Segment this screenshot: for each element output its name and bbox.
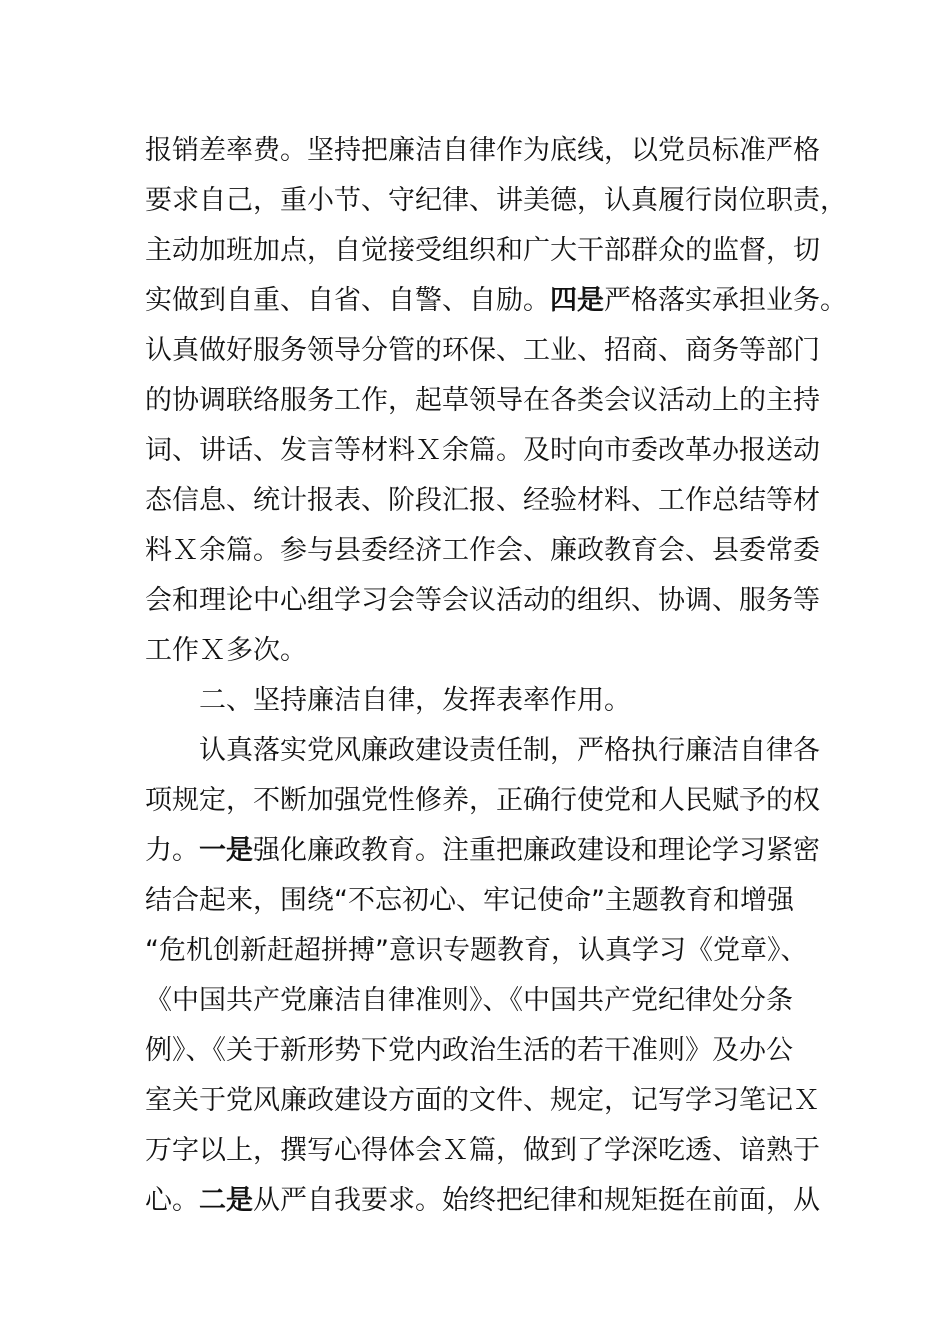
text-line [145,976,825,1026]
text-run: 严格落实承担业务。 [604,285,847,316]
text-line [145,276,847,326]
text-run: 态信息、统计报表、阶段汇报、经验材料、工作总结等材 [145,485,820,516]
text-run: 心。 [145,1185,199,1216]
text-run: 力。 [145,835,199,866]
text-line [145,226,825,276]
text-run: 结合起来，围绕“不忘初心、牢记使命”主题教育和增强 [145,885,794,916]
text-run: 《中国共产党廉洁自律准则》、《中国共产党纪律处分条 [145,985,793,1016]
text-line [145,726,825,776]
text-run: 项规定，不断加强党性修养，正确行使党和人民赋予的权 [145,785,820,816]
text-line [145,376,825,426]
text-run: 词、讲话、发言等材料Ｘ余篇。及时向市委改革办报送动 [145,435,820,466]
text-line [145,676,825,726]
text-line [145,426,825,476]
document-body [145,126,847,1226]
text-run: 二、坚持廉洁自律，发挥表率作用。 [199,685,631,716]
text-line [145,876,825,926]
text-run: 例》、《关于新形势下党内政治生活的若干准则》及办公 [145,1035,793,1066]
text-line [145,1026,825,1076]
bold-lead-phrase: 二是 [199,1185,253,1216]
text-line [145,1126,825,1176]
text-line [145,926,825,976]
text-line [145,626,825,676]
text-line [145,326,825,376]
text-line [145,826,825,876]
bold-lead-phrase: 一是 [199,835,253,866]
text-run: 实做到自重、自省、自警、自励。 [145,285,550,316]
text-run: 要求自己，重小节、守纪律、讲美德，认真履行岗位职责， [145,185,847,216]
text-run: 料Ｘ余篇。参与县委经济工作会、廉政教育会、县委常委 [145,535,820,566]
text-run: 从严自我要求。始终把纪律和规矩挺在前面，从 [253,1185,820,1216]
text-line [145,1076,825,1126]
text-run: 的协调联络服务工作，起草领导在各类会议活动上的主持 [145,385,820,416]
text-line [145,576,825,626]
text-run: 认真落实党风廉政建设责任制，严格执行廉洁自律各 [199,735,820,766]
text-run: 会和理论中心组学习会等会议活动的组织、协调、服务等 [145,585,820,616]
text-run: 工作Ｘ多次。 [145,635,307,666]
text-run: 室关于党风廉政建设方面的文件、规定，记写学习笔记Ｘ [145,1085,820,1116]
text-run: 万字以上，撰写心得体会Ｘ篇，做到了学深吃透、谙熟于 [145,1135,820,1166]
text-line [145,476,825,526]
text-line [145,126,825,176]
text-line [145,176,847,226]
bold-lead-phrase: 四是 [550,285,604,316]
text-run: “危机创新赶超拼搏”意识专题教育，认真学习《党章》、 [145,935,808,966]
text-run: 报销差率费。坚持把廉洁自律作为底线，以党员标准严格 [145,135,820,166]
text-line [145,526,825,576]
text-line [145,1176,825,1226]
text-line [145,776,825,826]
text-run: 认真做好服务领导分管的环保、工业、招商、商务等部门 [145,335,820,366]
text-run: 强化廉政教育。注重把廉政建设和理论学习紧密 [253,835,820,866]
text-run: 主动加班加点，自觉接受组织和广大干部群众的监督，切 [145,235,820,266]
